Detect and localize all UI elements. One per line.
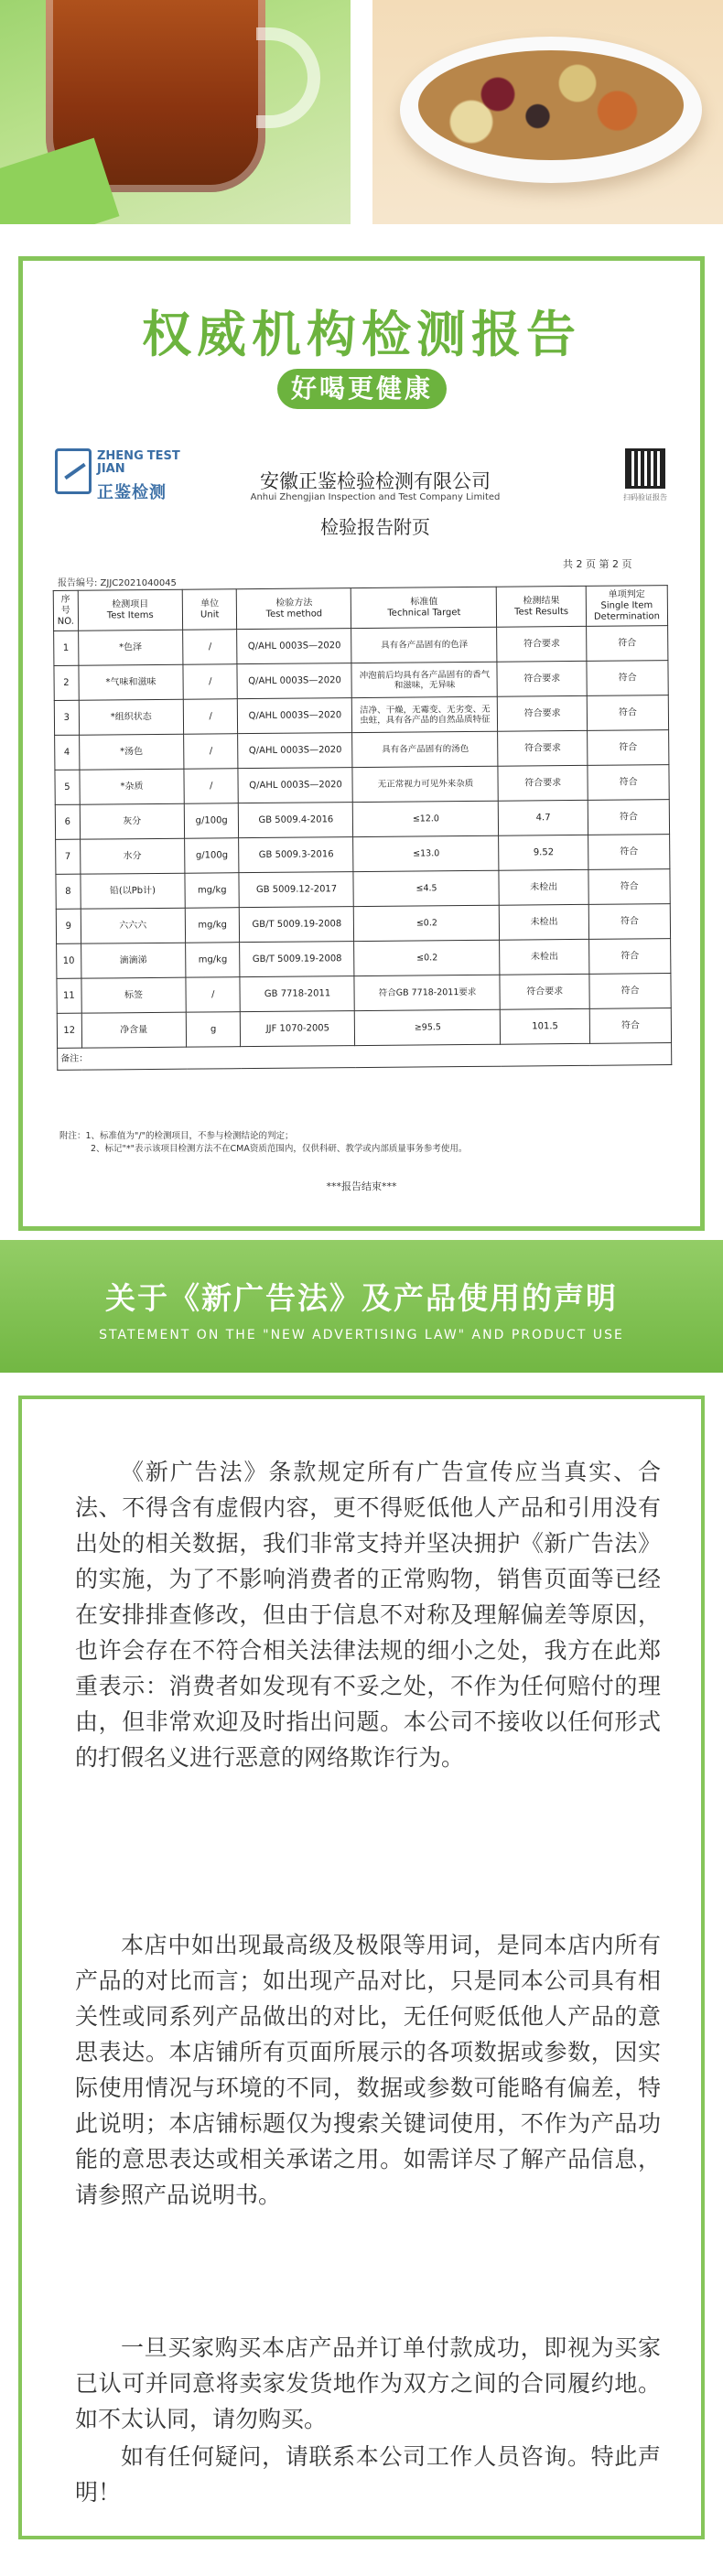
- report-end: ***报告结束***: [326, 1180, 397, 1192]
- table-cell: g/100g: [185, 838, 240, 874]
- table-cell: *汤色: [79, 734, 184, 770]
- table-cell: g/100g: [184, 803, 239, 839]
- table-cell: GB 5009.4-2016: [239, 803, 353, 838]
- report-title: 检验报告附页: [320, 516, 430, 538]
- table-row: [55, 730, 669, 771]
- fruit-tea-bowl-photo: [372, 0, 723, 224]
- table-cell: 符合要求: [497, 661, 587, 696]
- table-cell: 符合: [588, 869, 670, 905]
- table-cell: 1: [54, 631, 79, 665]
- remark-cell: 备注：: [58, 1043, 672, 1071]
- table-cell: 铅(以Pb计): [81, 873, 186, 909]
- qr-caption: 扫码验证报告: [623, 493, 667, 501]
- table-header-cell: 检验方法 Test method: [237, 588, 351, 630]
- logo-chinese: 正鉴检测: [97, 483, 167, 502]
- table-cell: Q/AHL 0003S—2020: [237, 663, 351, 699]
- table-row: [55, 800, 669, 840]
- table-cell: Q/AHL 0003S—2020: [238, 768, 352, 803]
- table-cell: 符合: [588, 904, 670, 940]
- table-cell: 无正常视力可见外来杂质: [352, 766, 498, 802]
- table-cell: 六六六: [81, 908, 186, 943]
- table-cell: 滴滴涕: [81, 943, 186, 978]
- statement-banner: [0, 1240, 723, 1373]
- table-cell: /: [184, 769, 239, 804]
- table-cell: Q/AHL 0003S—2020: [238, 698, 352, 734]
- report-frame: [18, 256, 705, 1231]
- table-cell: 标签: [81, 977, 187, 1013]
- table-cell: GB 5009.12-2017: [239, 872, 353, 908]
- tea-glass-photo: [0, 0, 351, 224]
- table-header-cell: 序号 NO.: [53, 590, 78, 631]
- table-cell: 8: [56, 874, 81, 909]
- table-cell: 具有各产品固有的色泽: [351, 627, 497, 663]
- slogan-pill: 好喝更健康: [277, 369, 447, 409]
- table-cell: 净含量: [81, 1012, 187, 1048]
- company-name-en: Anhui Zhengjian Inspection and Test Company Limited: [250, 492, 501, 502]
- table-cell: 符合要求: [497, 626, 587, 662]
- remark-row: [58, 1043, 672, 1071]
- product-photos: [0, 0, 723, 224]
- table-cell: 符合要求: [500, 974, 589, 1009]
- table-cell: 符合: [588, 835, 670, 870]
- table-cell: GB 5009.3-2016: [239, 837, 353, 873]
- table-cell: 符合要求: [498, 695, 588, 731]
- statement-paragraph-1: 《新广告法》条款规定所有广告宣传应当真实、合法、不得含有虚假内容，更不得贬低他人产品和引用没有出处的相关数据，我们非常支持并坚决拥护《新广告法》的实施，为了不影响消费者的正常购物，销售页面等已经在安排排查修改，但由于信息不对称及理解偏差等原因，也许会存在不符合相关法律法规的细小之处，我方在此郑重表示：消费者如发现有不妥之处，不作为任何赔付的理由，但非常欢迎及时指出问题。本公司不接收以任何形式的打假名义进行恶意的网络欺诈行为。: [75, 1459, 661, 1771]
- table-cell: 具有各产品固有的汤色: [352, 731, 498, 767]
- table-cell: ≤0.2: [354, 940, 500, 975]
- table-cell: mg/kg: [185, 908, 240, 943]
- banner-subtitle: STATEMENT ON THE "NEW ADVERTISING LAW" AND PRODUCT USE: [99, 1328, 624, 1342]
- statement-box: [18, 1396, 705, 2539]
- table-header-cell: 单项判定 Single Item Determination: [586, 586, 667, 627]
- table-cell: 6: [55, 804, 80, 839]
- table-cell: /: [186, 977, 241, 1013]
- table-row: [54, 626, 668, 666]
- table-header-row: [53, 586, 667, 631]
- table-cell: 11: [57, 978, 81, 1013]
- table-header-cell: 单位 Unit: [182, 589, 237, 631]
- inspection-report: [50, 439, 673, 1192]
- logo-english: ZHENG TEST JIAN: [97, 449, 180, 476]
- table-cell: 符合: [588, 800, 669, 835]
- table-cell: 3: [54, 700, 79, 735]
- table-cell: mg/kg: [186, 943, 241, 978]
- table-cell: 符合: [587, 626, 668, 662]
- table-row: [57, 1008, 671, 1049]
- table-cell: /: [183, 664, 238, 700]
- table-cell: *杂质: [80, 769, 185, 804]
- table-cell: ≤4.5: [353, 870, 499, 906]
- table-row: [55, 765, 669, 805]
- table-cell: 灰分: [80, 803, 185, 839]
- table-cell: 水分: [80, 838, 185, 874]
- table-cell: 符合: [587, 695, 668, 731]
- table-header-cell: 标准值 Technical Target: [351, 587, 497, 628]
- table-cell: ≤13.0: [353, 835, 499, 871]
- table-cell: Q/AHL 0003S—2020: [237, 629, 351, 664]
- table-cell: 9.52: [499, 835, 588, 870]
- note-1: 附注：1、标准值为"/"的检测项目，不参与检测结论的判定；: [59, 1131, 294, 1141]
- table-cell: 未检出: [500, 939, 589, 975]
- table-cell: g: [186, 1012, 241, 1048]
- table-cell: 符合: [588, 765, 669, 801]
- table-cell: *色泽: [78, 630, 183, 665]
- table-cell: 符合要求: [498, 765, 588, 801]
- table-cell: ≤12.0: [353, 801, 499, 836]
- report-notes: [59, 1130, 467, 1156]
- banner-title: 关于《新广告法》及产品使用的声明: [105, 1280, 618, 1316]
- section-title: 权威机构检测报告: [142, 306, 581, 363]
- table-cell: 符合: [589, 974, 671, 1009]
- table-cell: GB/T 5009.19-2008: [240, 907, 354, 943]
- note-2: 2、标记"*"表示该项目检测方法不在CMA资质范围内，仅供科研、教学或内部质量事务参考使用。: [91, 1144, 468, 1154]
- table-cell: ≤0.2: [354, 905, 500, 941]
- table-cell: 9: [56, 909, 81, 943]
- table-cell: 符合: [587, 661, 668, 696]
- table-cell: 7: [56, 839, 81, 874]
- table-cell: mg/kg: [185, 873, 240, 909]
- table-cell: ≥95.5: [355, 1009, 501, 1045]
- table-cell: 符合: [588, 730, 669, 766]
- table-cell: /: [183, 630, 238, 665]
- table-row: [54, 661, 668, 701]
- table-cell: 4: [55, 735, 80, 770]
- table-cell: GB/T 5009.19-2008: [240, 942, 354, 977]
- table-cell: 冲泡前后均具有各产品固有的香气和滋味，无异味: [351, 662, 497, 697]
- table-cell: JJF 1070-2005: [241, 1011, 355, 1047]
- table-row: [56, 904, 670, 944]
- table-row: [57, 974, 671, 1014]
- report-number: 报告编号: ZJJC2021040045: [58, 578, 177, 588]
- table-cell: 符合GB 7718-2011要求: [354, 975, 500, 1010]
- table-cell: 5: [55, 770, 80, 804]
- table-cell: 符合: [589, 939, 671, 975]
- table-row: [54, 695, 668, 736]
- table-cell: 10: [57, 943, 81, 978]
- table-cell: 2: [54, 665, 79, 700]
- table-cell: 12: [57, 1013, 81, 1048]
- table-cell: *气味和滋味: [79, 664, 184, 700]
- table-header-cell: 检测结果 Test Results: [497, 586, 587, 627]
- table-cell: 符合要求: [498, 730, 588, 766]
- page-info: 共 2 页 第 2 页: [563, 558, 632, 570]
- table-cell: 未检出: [500, 904, 589, 940]
- table-cell: 4.7: [499, 800, 588, 835]
- statement-paragraph-4: 如有任何疑问，请联系本公司工作人员咨询。特此声明！: [75, 2443, 661, 2506]
- company-name-cn: 安徽正鉴检验检测有限公司: [260, 470, 491, 492]
- table-cell: GB 7718-2011: [240, 976, 354, 1012]
- table-cell: 符合: [589, 1008, 671, 1044]
- table-row: [57, 939, 671, 979]
- results-table: [53, 585, 673, 1071]
- table-cell: 未检出: [499, 869, 588, 905]
- table-header-cell: 检测项目 Test Items: [78, 589, 183, 631]
- table-cell: /: [184, 734, 239, 770]
- table-cell: /: [183, 699, 238, 735]
- table-cell: Q/AHL 0003S—2020: [238, 733, 352, 769]
- statement-paragraph-3: 一旦买家购买本店产品并订单付款成功，即视为买家已认可并同意将卖家发货地作为双方之间的合同履约地。如不太认同，请勿购买。: [75, 2334, 661, 2432]
- table-cell: 洁净、干燥，无霉变、无劣变、无虫蛀，具有各产品的自然品质特征: [352, 696, 498, 732]
- table-cell: *组织状态: [79, 699, 184, 735]
- table-cell: 101.5: [501, 1008, 590, 1044]
- table-row: [56, 869, 670, 910]
- table-row: [56, 835, 670, 875]
- statement-paragraph-2: 本店中如出现最高级及极限等用词，是同本店内所有产品的对比而言；如出现产品对比，只是同本公司具有相关性或同系列产品做出的对比，无任何贬低他人产品的意思表达。本店铺所有页面所展示的各项数据或参数，因实际使用情况与环境的不同，数据或参数可能略有偏差，特此说明；本店铺标题仅为搜索关键词使用，不作为产品功能的意思表达或相关承诺之用。如需详尽了解产品信息，请参照产品说明书。: [75, 1932, 661, 2208]
